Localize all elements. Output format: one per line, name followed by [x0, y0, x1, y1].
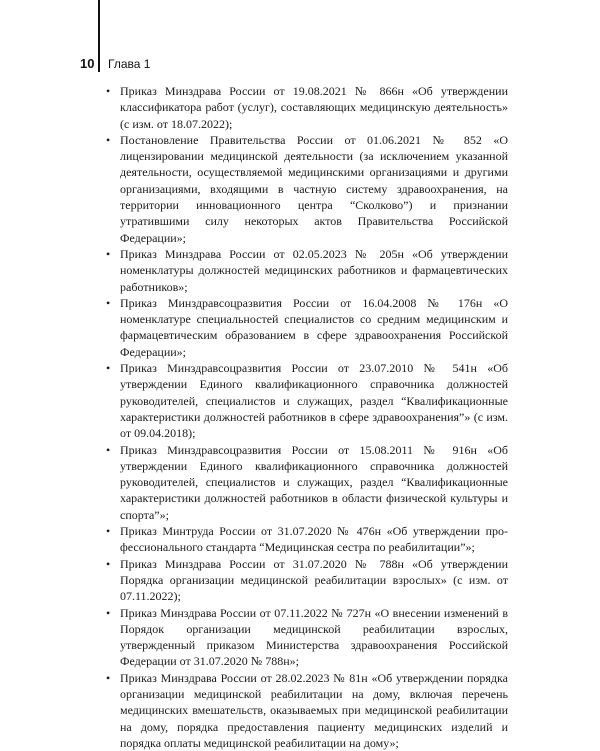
bullet-icon: • — [106, 556, 111, 571]
regulations-list — [104, 83, 508, 751]
chapter-title: Глава 1 — [108, 57, 151, 71]
list-item-text: Приказ Минздрава России от 19.08.2021 № 866н «Об утверждении классификатора работ (услуг), составляющих медицинскую деятельность» (с изм. от 18.07.2022); — [120, 84, 508, 131]
bullet-icon: • — [106, 670, 111, 685]
list-item — [104, 605, 508, 670]
list-item — [104, 295, 508, 360]
margin-rule — [98, 0, 100, 72]
list-item-text: Приказ Минздравсоцразвития России от 15.08.2011 № 916н «Об утверждении Единого квалификационного справочника должностей руководителей, специалистов и служащих, раздел “Квалификационные характеристики должностей работников в области физической культуры и спорта”»; — [120, 442, 508, 522]
list-item-text: Приказ Минздрава России от 28.02.2023 № 81н «Об утверждении порядка организации медицинской реабилитации на дому, включая перечень медицинских вмешательств, оказываемых при медицинской реабилитации на дому, порядка предоставления пациенту медицинских изделий и порядка оплаты медицинской реабилитации на дому»; — [120, 670, 508, 750]
list-item — [104, 246, 508, 295]
list-item — [104, 132, 508, 246]
bullet-icon: • — [106, 295, 111, 310]
page-number: 10 — [80, 56, 95, 71]
list-item — [104, 83, 508, 132]
bullet-icon: • — [106, 246, 111, 261]
bullet-icon: • — [106, 84, 111, 98]
bullet-icon: • — [106, 524, 111, 539]
list-item-text: Приказ Минтруда России от 31.07.2020 № 476н «Об утверждении профессионального стандарта “Медицинская сестра по реабилитации”»; — [120, 524, 508, 555]
list-item-text: Постановление Правительства России от 01.06.2021 № 852 «О лицензировании медицинской деятельности (за исключением указанной деятельности, осуществляемой медицинскими организациями и другими организациями, входящими в частную систему здравоохранения, на территории инновационного центра “Сколково”) и признании утратившими силу некоторых актов Правительства Российской Федерации»; — [120, 132, 508, 245]
list-item-text: Приказ Минздрава России от 31.07.2020 № 788н «Об утверждении Порядка организации медицинской реабилитации взрослых» (с изм. от 07.11.2022); — [120, 556, 508, 604]
list-item — [104, 670, 508, 751]
bullet-icon: • — [106, 605, 111, 620]
bullet-icon: • — [106, 132, 111, 147]
bullet-icon: • — [106, 361, 111, 376]
list-item — [104, 523, 508, 556]
list-item-text: Приказ Минздрава России от 07.11.2022 № 727н «О внесении изменений в Порядок организации медицинской реабилитации взрослых, утвержденный приказом Министерства здравоохранения Российской Федерации от 31.07.2020 № 788н»; — [120, 605, 508, 669]
bullet-icon: • — [106, 442, 111, 457]
list-item — [104, 556, 508, 605]
list-item-text: Приказ Минздравсоцразвития России от 16.04.2008 № 176н «О номенклатуре специальностей специалистов со средним медицинским и фармацевтическим образованием в сфере здравоохранения Российской Федерации»; — [120, 295, 508, 359]
list-item — [104, 360, 508, 441]
list-item-text: Приказ Минздрава России от 02.05.2023 № 205н «Об утверждении номенклатуры должностей медицинских работников и фармацевтических работников»; — [120, 246, 508, 294]
list-item — [104, 442, 508, 523]
list-item-text: Приказ Минздравсоцразвития России от 23.07.2010 № 541н «Об утверждении Единого квалификационного справочника должностей руководителей, специалистов и служащих, раздел “Квалификационные характеристики должностей работников в сфере здравоохранения”» (с изм. от 09.04.2018); — [120, 361, 508, 441]
